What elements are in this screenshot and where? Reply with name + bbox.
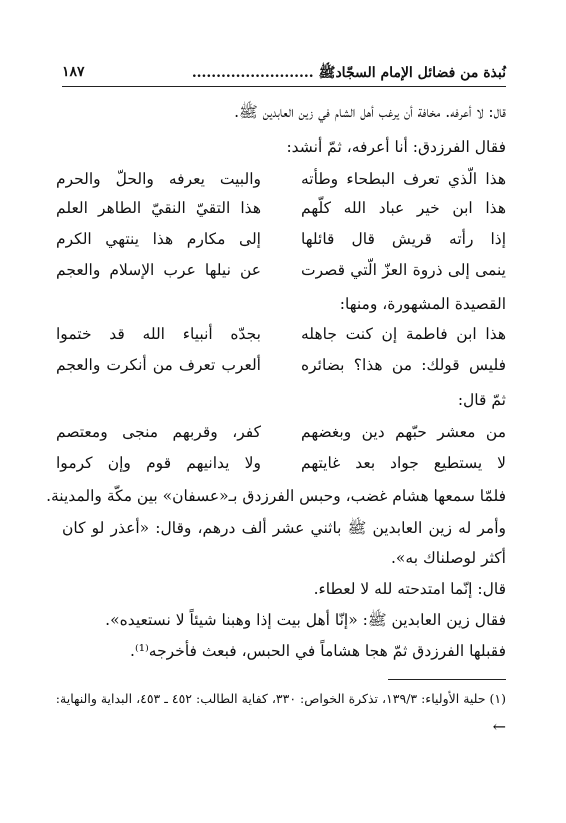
verse-second-hemistich: إلى مكارم هذا ينتهي الكرم — [56, 230, 261, 248]
text-line: وأمر له زين العابدين ﷺ باثني عشر ألف درهم، وقال: «أعذر لو كان — [62, 519, 506, 537]
page-header — [62, 60, 506, 87]
verse-first-hemistich: هذا ابن خير عباد الله كلّهم — [301, 199, 506, 217]
footnote-text: (١) حلية الأولياء: ١٣٩/٣، تذكرة الخواص: ٣٣٠، كفاية الطالب: ٤٥٢ ـ ٤٥٣، البداية والنهاية: — [55, 691, 506, 706]
text-line: فقال زين العابدين ﷺ: «إنّا أهل بيت إذا وهبنا شيئاً لا نستعيده». — [105, 611, 506, 629]
verse-first-hemistich: إذا رأته قريش قال قائلها — [301, 230, 506, 248]
text-line: أكثر لوصلناك به». — [390, 549, 506, 567]
verse-row — [56, 451, 506, 475]
verse-row — [56, 258, 506, 282]
verse-second-hemistich: والبيت يعرفه والحلّ والحرم — [56, 170, 261, 188]
text-line: فقبلها الفرزدق ثمّ هجا هشاماً في الحبس، فبعث فأخرجه⁽¹⁾. — [130, 642, 506, 660]
verse-first-hemistich: من معشر حبّهم دين وبغضهم — [301, 423, 506, 441]
text-line: قال: لا أعرفه. مخافة أن يرغب أهل الشام في زين العابدين ﷺ. — [234, 103, 506, 121]
verse-second-hemistich: كفر، وقربهم منجى ومعتصم — [56, 423, 261, 441]
verse-first-hemistich: هذا الّذي تعرف البطحاء وطأته — [301, 170, 506, 188]
verse-row — [56, 322, 506, 346]
verse-row — [56, 196, 506, 220]
text-line: قال: إنّما امتدحته لله لا لعطاء. — [313, 580, 506, 598]
text-line: القصيدة المشهورة، ومنها: — [339, 295, 506, 313]
footnote-separator — [388, 679, 506, 680]
verse-first-hemistich: هذا ابن فاطمة إن كنت جاهله — [301, 325, 506, 343]
verse-row — [56, 227, 506, 251]
verse-row — [56, 420, 506, 444]
verse-first-hemistich: فليس قولك: من هذا؟ بضائره — [301, 356, 506, 374]
page-number: ١٨٧ — [62, 64, 85, 80]
text-line: ثمّ قال: — [457, 391, 506, 409]
verse-second-hemistich: ألعرب تعرف من أنكرت والعجم — [56, 356, 261, 374]
verse-second-hemistich: ولا يدانيهم قوم وإن كرموا — [56, 454, 261, 472]
verse-second-hemistich: عن نيلها عرب الإسلام والعجم — [56, 261, 261, 279]
continuation-arrow-icon: ← — [492, 717, 506, 736]
verse-first-hemistich: لا يستطيع جواد بعد غايتهم — [301, 454, 506, 472]
verse-row — [56, 167, 506, 191]
text-line: فلمّا سمعها هشام غضب، وحبس الفرزدق بـ«عسفان» بين مكّة والمدينة. — [46, 487, 506, 505]
running-title: نُبذة من فضائل الإمام السجّادﷺ ......................... — [191, 65, 506, 81]
verse-first-hemistich: ينمى إلى ذروة العزّ الّتي قصرت — [301, 261, 506, 279]
text-line: فقال الفرزدق: أنا أعرفه، ثمّ أنشد: — [286, 138, 506, 156]
verse-second-hemistich: هذا التقيّ النقيّ الطاهر العلم — [56, 199, 261, 217]
verse-row — [56, 353, 506, 377]
verse-second-hemistich: بجدّه أنبياء الله قد ختموا — [56, 325, 261, 343]
